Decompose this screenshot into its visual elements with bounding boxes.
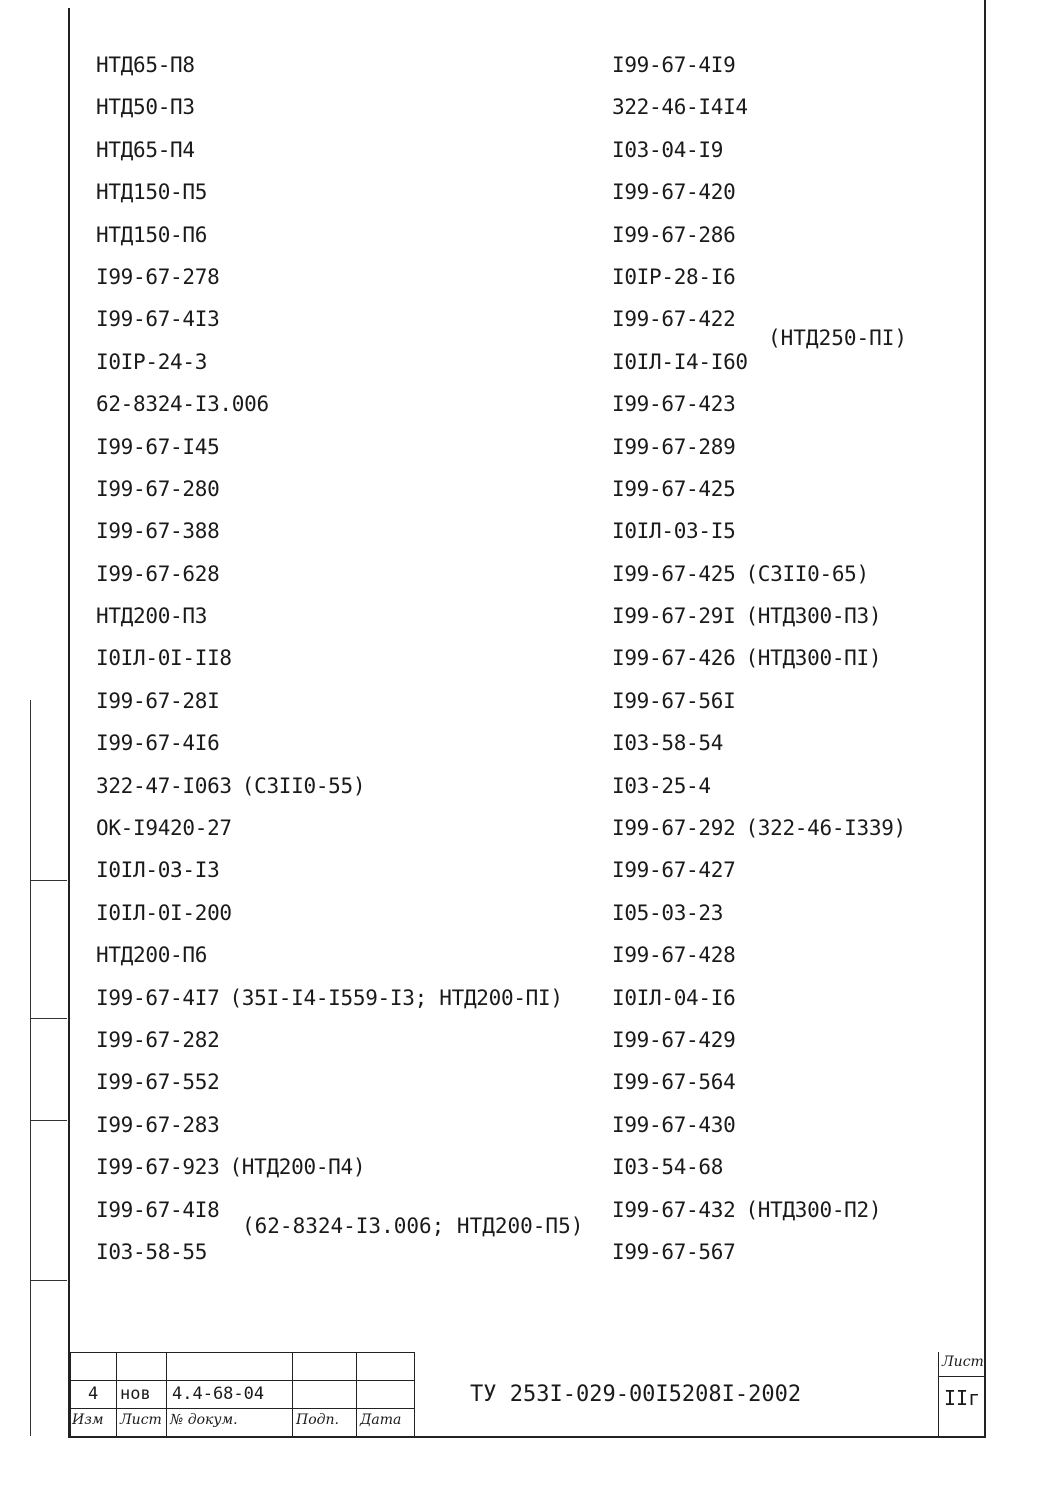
list-item (96, 214, 516, 256)
item-code: I03-58-54 (612, 731, 724, 756)
item-code: I99-67-425 (612, 476, 736, 501)
item-code: I99-67-286 (612, 222, 736, 247)
list-item (612, 807, 1032, 849)
item-code: I0IЛ-I4-I60 (612, 349, 748, 374)
title-block-col-line (414, 1352, 415, 1436)
item-code: I99-67-628 (96, 561, 220, 586)
item-code: I99-67-I45 (96, 434, 220, 459)
document-code: ТУ 253I-029-00I5208I-2002 (470, 1382, 802, 1407)
item-code: I99-67-4I9 (612, 53, 736, 77)
item-code: I03-54-68 (612, 1155, 724, 1180)
list-item (612, 510, 1032, 552)
item-code: I99-67-289 (612, 434, 736, 459)
list-item (612, 765, 1032, 807)
item-code: I99-67-278 (96, 264, 220, 289)
item-code: I0IЛ-03-I5 (612, 519, 736, 544)
list-item (612, 426, 1032, 468)
header-sheet: Лист (120, 1412, 162, 1428)
list-item (612, 892, 1032, 934)
right-column-list (612, 44, 1032, 1273)
left-margin-strip (30, 700, 67, 1436)
list-item (96, 637, 516, 679)
item-reference: (НТД200-П4) (229, 1155, 366, 1180)
sheet-box (938, 1352, 984, 1436)
list-item (612, 680, 1032, 722)
left-bracket-reference: (62-8324-I3.006; НТД200-П5) (242, 1214, 584, 1238)
header-signature: Подп. (296, 1412, 339, 1428)
item-code: I0IР-28-I6 (612, 264, 736, 289)
item-code: I99-67-280 (96, 476, 220, 501)
list-item (612, 383, 1032, 425)
list-item (612, 934, 1032, 976)
item-code: I99-67-28I (96, 688, 220, 713)
list-item (96, 44, 516, 86)
sheet-box-divider (938, 1376, 984, 1377)
list-item (96, 341, 516, 383)
title-block-row-line (70, 1352, 414, 1353)
item-code: I99-67-283 (96, 1112, 220, 1137)
list-item (612, 849, 1032, 891)
item-code: 322-46-I4I4 (612, 95, 748, 120)
list-item (96, 595, 516, 637)
item-code: I0IЛ-03-I3 (96, 858, 220, 883)
list-item (96, 129, 516, 171)
item-code: I99-67-427 (612, 858, 736, 883)
list-item (612, 86, 1032, 128)
list-item (96, 849, 516, 891)
item-code: I99-67-420 (612, 180, 736, 205)
frame-bottom-border (68, 1436, 986, 1438)
item-code: I99-67-432 (612, 1197, 736, 1222)
list-item (96, 86, 516, 128)
list-item (612, 977, 1032, 1019)
title-block-row-line (70, 1380, 414, 1381)
item-code: I03-04-I9 (612, 137, 724, 162)
item-code: НТД65-П4 (96, 137, 195, 162)
list-item (612, 637, 1032, 679)
right-bracket-reference: (НТД250-ПI) (768, 326, 908, 350)
title-block-col-line (166, 1352, 167, 1436)
title-block-col-line (356, 1352, 357, 1436)
list-item (612, 553, 1032, 595)
list-item (612, 171, 1032, 213)
list-item (612, 1231, 1032, 1273)
item-code: I03-25-4 (612, 773, 711, 798)
list-item (96, 1104, 516, 1146)
item-code: I99-67-4I6 (96, 731, 220, 756)
item-reference: (СЗII0-55) (241, 773, 366, 798)
item-code: I99-67-282 (96, 1027, 220, 1052)
frame-left-border (68, 8, 70, 1438)
list-item (612, 1061, 1032, 1103)
item-code: I99-67-4I3 (96, 307, 220, 332)
list-item (612, 256, 1032, 298)
item-code: I0IЛ-0I-II8 (96, 646, 232, 671)
item-code: I05-03-23 (612, 900, 724, 925)
item-reference: (СЗII0-65) (745, 561, 869, 586)
item-code: I99-67-923 (96, 1155, 220, 1180)
item-code: I99-67-552 (96, 1070, 220, 1095)
item-code: I99-67-56I (612, 688, 736, 713)
item-code: I99-67-429 (612, 1027, 736, 1052)
margin-divider (31, 1280, 67, 1281)
item-code: ОК-I9420-27 (96, 816, 232, 841)
list-item (96, 807, 516, 849)
title-block-col-line (938, 1352, 939, 1436)
list-item (96, 722, 516, 764)
sheet-type: нов (120, 1384, 151, 1404)
list-item (96, 426, 516, 468)
list-item (612, 214, 1032, 256)
item-code: НТД50-П3 (96, 95, 195, 120)
list-item (96, 468, 516, 510)
item-code: I99-67-422 (612, 307, 736, 332)
item-code: НТД65-П8 (96, 53, 195, 77)
title-block-col-line (292, 1352, 293, 1436)
list-item (96, 383, 516, 425)
list-item (96, 553, 516, 595)
sheet-number: IIг (944, 1386, 981, 1410)
item-code: НТД200-П6 (96, 943, 208, 968)
list-item (96, 510, 516, 552)
item-code: I99-67-423 (612, 392, 736, 417)
list-item (612, 1189, 1032, 1231)
list-item (612, 595, 1032, 637)
item-code: НТД150-П5 (96, 180, 208, 205)
change-number: 4 (88, 1384, 99, 1404)
item-code: I99-67-425 (612, 561, 736, 586)
item-code: I99-67-426 (612, 646, 736, 671)
item-code: I99-67-564 (612, 1070, 736, 1095)
item-code: НТД150-П6 (96, 222, 208, 247)
item-code: 322-47-I063 (96, 773, 232, 798)
item-code: I99-67-4I8 (96, 1197, 220, 1222)
document-number: 4.4-68-04 (172, 1384, 265, 1404)
list-item (96, 171, 516, 213)
list-item (612, 44, 1032, 86)
list-item (612, 129, 1032, 171)
item-code: I03-58-55 (96, 1239, 208, 1264)
item-reference: (НТД300-П3) (745, 604, 882, 629)
list-item (96, 934, 516, 976)
list-item (96, 680, 516, 722)
item-code: I99-67-430 (612, 1112, 736, 1137)
margin-divider (31, 880, 67, 881)
list-item (96, 1061, 516, 1103)
title-block-col-line (116, 1352, 117, 1436)
list-item (612, 1146, 1032, 1188)
list-item (612, 1019, 1032, 1061)
list-item (96, 1146, 516, 1188)
title-block-col-line (70, 1352, 71, 1436)
item-code: I99-67-292 (612, 816, 736, 841)
item-code: I99-67-388 (96, 519, 220, 544)
title-block (70, 1352, 984, 1436)
title-block-row-line (70, 1408, 414, 1409)
item-code: I99-67-4I7 (96, 985, 220, 1010)
item-code: I0IЛ-04-I6 (612, 985, 736, 1010)
list-item (96, 256, 516, 298)
item-code: I0IЛ-0I-200 (96, 900, 232, 925)
header-change: Изм (72, 1412, 104, 1428)
item-code: НТД200-П3 (96, 604, 208, 629)
item-code: I99-67-29I (612, 604, 736, 629)
item-code: I0IР-24-3 (96, 349, 208, 374)
item-code: I99-67-428 (612, 943, 736, 968)
item-reference: (35I-I4-I559-I3; НТД200-ПI) (229, 985, 563, 1010)
item-code: 62-8324-I3.006 (96, 392, 269, 417)
list-item (96, 765, 516, 807)
item-reference: (НТД300-П2) (745, 1197, 882, 1222)
list-item (96, 298, 516, 340)
header-date: Дата (360, 1412, 402, 1428)
list-item (96, 892, 516, 934)
header-document: № докум. (170, 1412, 238, 1428)
item-reference: (322-46-I339) (745, 816, 906, 841)
margin-divider (31, 1120, 67, 1121)
list-item (96, 977, 563, 1019)
item-code: I99-67-567 (612, 1239, 736, 1264)
left-column-list (96, 44, 563, 1273)
list-item (612, 1104, 1032, 1146)
list-item (612, 468, 1032, 510)
item-reference: (НТД300-ПI) (745, 646, 882, 671)
list-item (612, 722, 1032, 764)
margin-divider (31, 1018, 67, 1019)
sheet-label: Лист (942, 1354, 984, 1370)
list-item (96, 1019, 516, 1061)
